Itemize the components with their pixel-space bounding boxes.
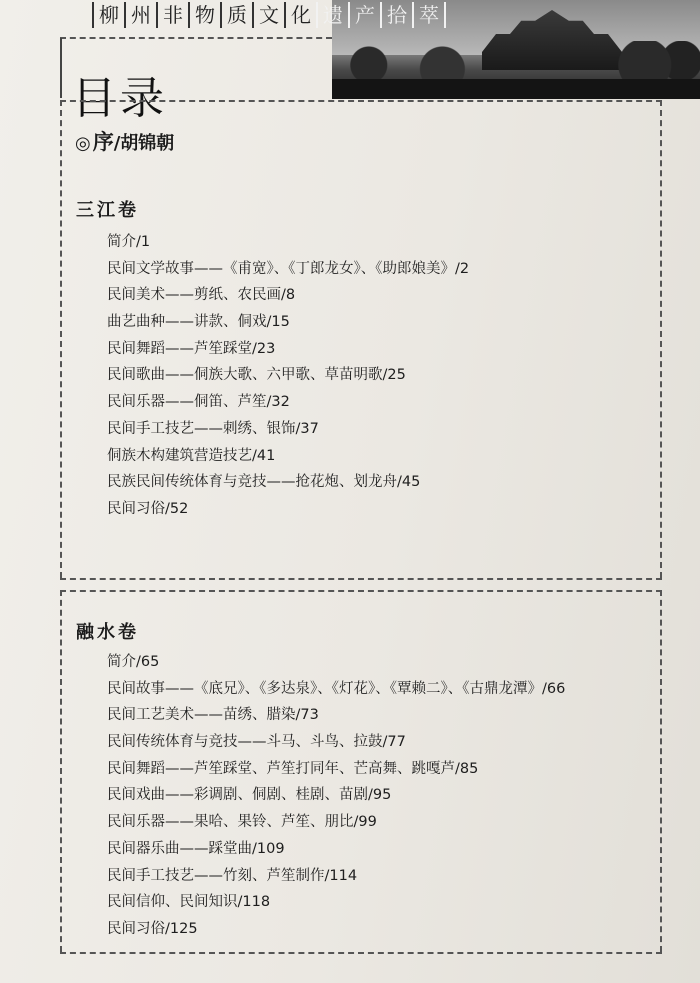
- toc-entry: 民间舞蹈——芦笙踩堂、芦笙打同年、芒高舞、跳嘎芦/85: [107, 760, 479, 777]
- frame-right-lower: [660, 590, 662, 952]
- toc-entry: 民间戏曲——彩调剧、侗剧、桂剧、苗剧/95: [107, 787, 392, 804]
- title-frame-left: [60, 38, 62, 98]
- toc-entry: 民间信仰、民间知识/118: [107, 894, 271, 911]
- toc-entry: 侗族木构建筑营造技艺/41: [107, 447, 276, 464]
- toc-entry: 简介/65: [107, 654, 160, 670]
- toc-entry: 民间故事——《底兄》、《多达泉》、《灯花》、《覃赖二》、《古鼎龙潭》/66: [107, 680, 566, 697]
- page-title: 目录: [72, 73, 168, 125]
- bottom-frame-rule: [60, 952, 662, 954]
- series-char: 化: [284, 2, 316, 28]
- toc-entry: 民间手工技艺——刺绣、银饰/37: [107, 420, 319, 437]
- volume-title-rongshui: 融水卷: [76, 622, 139, 643]
- series-char: 产: [348, 2, 380, 28]
- toc-entry: 民间乐器——侗笛、芦笙/32: [107, 394, 290, 411]
- preface-label: 序: [92, 129, 114, 154]
- series-char: 州: [124, 2, 156, 28]
- toc-entry: 民间手工技艺——竹刻、芦笙制作/114: [107, 867, 358, 884]
- toc-entry: 民间习俗/52: [107, 500, 189, 517]
- frame-left-lower: [60, 590, 62, 952]
- volume-title-sanjiang: 三江卷: [76, 200, 139, 221]
- toc-entry: 民间工艺美术——苗绣、腊染/73: [107, 707, 319, 724]
- section-divider-lower: [60, 590, 662, 592]
- header-dashed-rule: [60, 37, 332, 39]
- top-frame-rule: [60, 100, 662, 102]
- toc-entry: 民间美术——剪纸、农民画/8: [107, 287, 296, 304]
- toc-entry: 民族民间传统体育与竞技——抢花炮、划龙舟/45: [107, 474, 421, 491]
- toc-entry: 民间舞蹈——芦笙踩堂/23: [107, 340, 276, 357]
- photo-trees: [332, 41, 700, 81]
- photo-ground: [332, 79, 700, 99]
- series-char: 柳: [92, 2, 124, 28]
- series-char: 物: [188, 2, 220, 28]
- toc-entry: 简介/1: [107, 234, 151, 250]
- toc-entry: 曲艺曲种——讲款、侗戏/15: [107, 314, 290, 331]
- series-char: 非: [156, 2, 188, 28]
- frame-left-upper: [60, 100, 62, 578]
- series-header: [92, 0, 446, 30]
- toc-list-sanjiang: [107, 229, 469, 523]
- preface-bullet: ◎: [75, 133, 91, 154]
- series-char: 文: [252, 2, 284, 28]
- toc-entry: 民间习俗/125: [107, 920, 198, 937]
- toc-entry: 民间文学故事——《甫宽》、《丁郎龙女》、《助郎娘美》/2: [107, 260, 470, 277]
- preface-author: /胡锦朝: [113, 133, 175, 154]
- series-char: 质: [220, 2, 252, 28]
- preface-entry: [75, 128, 174, 158]
- series-char: 萃: [412, 2, 446, 28]
- toc-list-rongshui: [107, 649, 565, 943]
- section-divider-upper: [60, 578, 662, 580]
- toc-entry: 民间传统体育与竞技——斗马、斗鸟、拉鼓/77: [107, 734, 406, 751]
- toc-entry: 民间器乐曲——踩堂曲/109: [107, 840, 285, 857]
- toc-entry: 民间歌曲——侗族大歌、六甲歌、草苗明歌/25: [107, 367, 406, 384]
- toc-entry: 民间乐器——果哈、果铃、芦笙、朋比/99: [107, 814, 377, 831]
- frame-right-upper: [660, 100, 662, 578]
- series-char: 遗: [316, 2, 348, 28]
- series-char: 拾: [380, 2, 412, 28]
